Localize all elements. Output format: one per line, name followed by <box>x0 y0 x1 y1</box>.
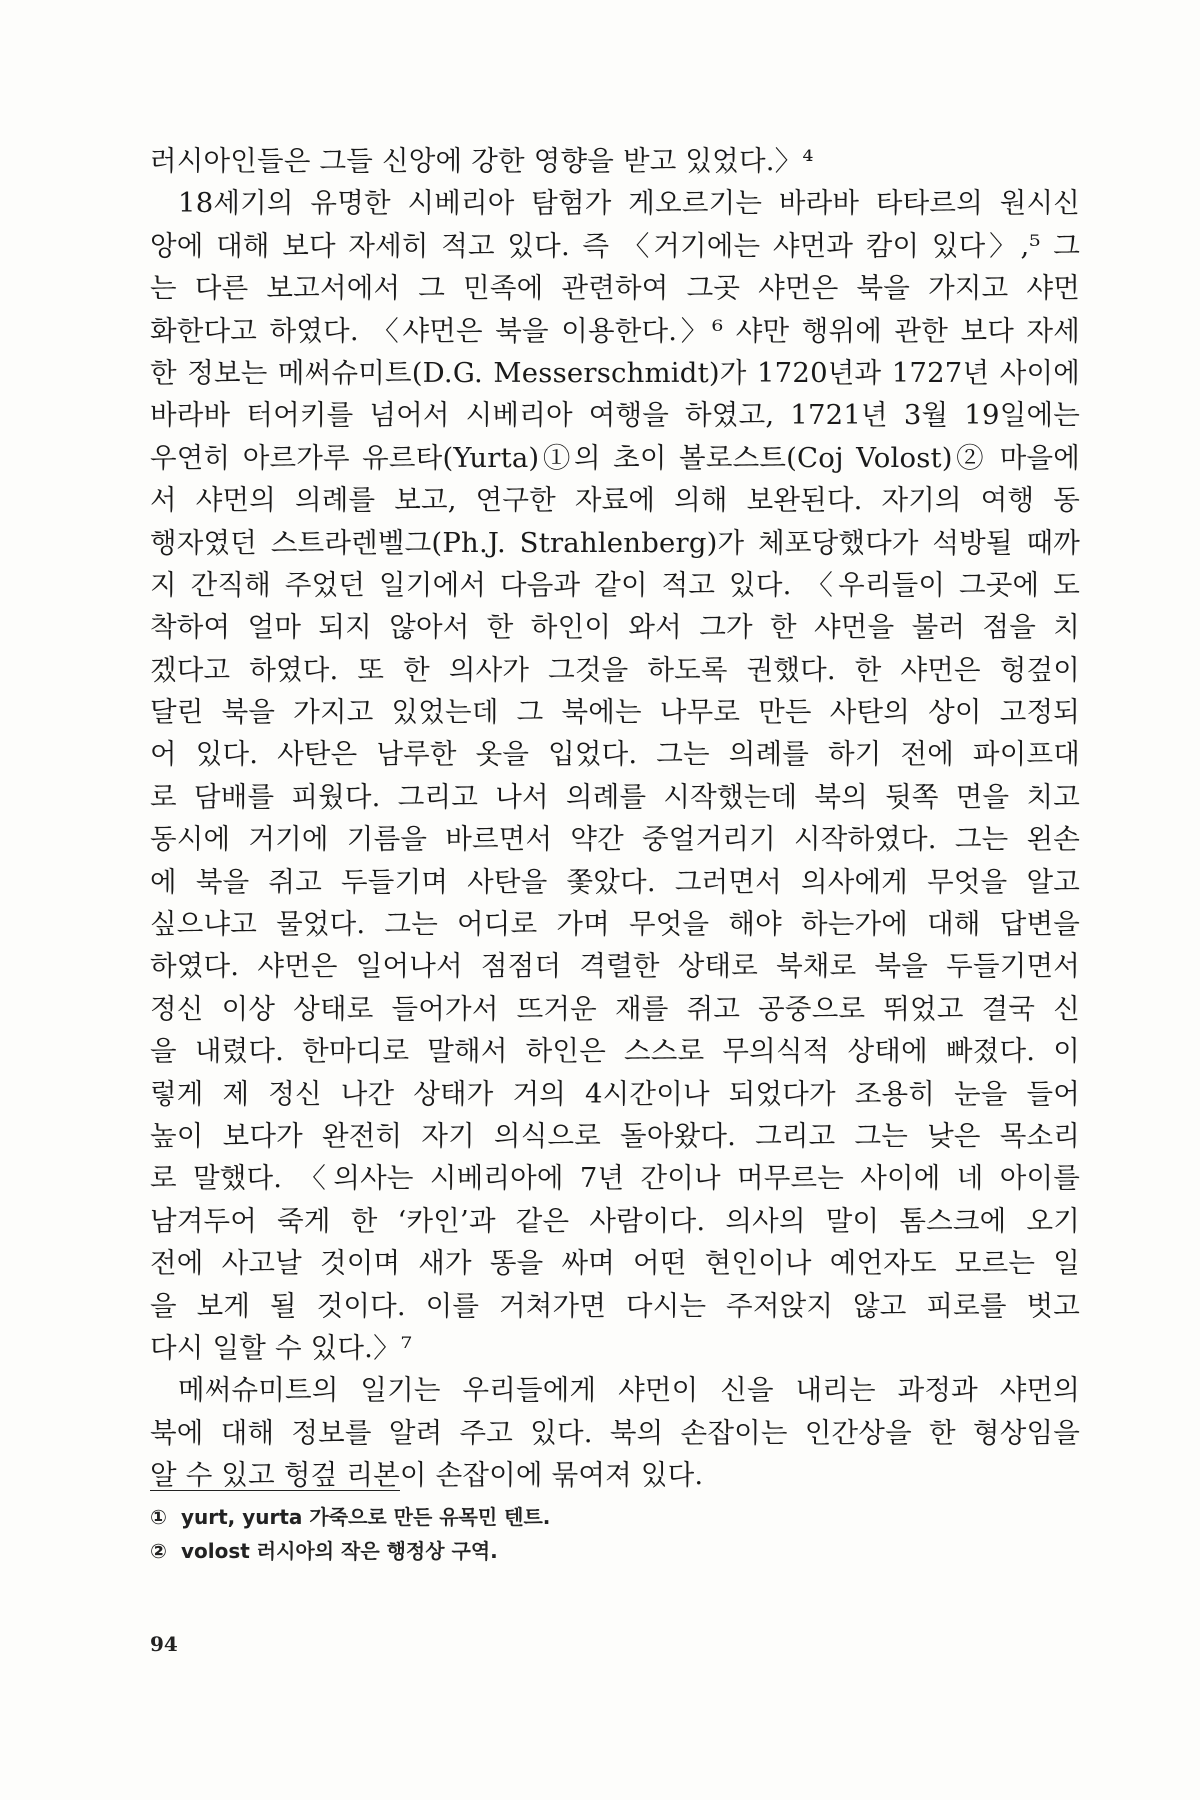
text-line: 겠다고 하였다. 또 한 의사가 그것을 하도록 권했다. 한 샤먼은 헝겊이 <box>150 653 1080 686</box>
text-line: 정신 이상 상태로 들어가서 뜨거운 재를 쥐고 공중으로 뛰었고 결국 신 <box>150 992 1080 1025</box>
footnote-2 <box>150 1534 850 1568</box>
footnote-text: yurt, yurta 가죽으로 만든 유목민 텐트. <box>180 1505 551 1529</box>
text-line: 지 간직해 주었던 일기에서 다음과 같이 적고 있다. 〈우리들이 그곳에 도 <box>150 568 1080 601</box>
text-line: 달린 북을 가지고 있었는데 그 북에는 나무로 만든 사탄의 상이 고정되 <box>150 696 1080 729</box>
text-line: 한 정보는 메써슈미트(D.G. Messerschmidt)가 1720년과 1727년 사이에 <box>150 356 1080 389</box>
text-line: 메써슈미트의 일기는 우리들에게 샤먼이 신을 내리는 과정과 샤먼의 <box>178 1374 1080 1407</box>
text-line: 서 샤먼의 의례를 보고, 연구한 자료에 의해 보완된다. 자기의 여행 동 <box>150 484 1080 517</box>
text-line: 18세기의 유명한 시베리아 탐험가 게오르기는 바라바 타타르의 원시신 <box>178 187 1080 220</box>
text-line: 에 북을 쥐고 두들기며 사탄을 쫓았다. 그러면서 의사에게 무엇을 알고 <box>150 865 1080 898</box>
text-line: 북에 대해 정보를 알려 주고 있다. 북의 손잡이는 인간상을 한 형상임을 <box>150 1416 1080 1449</box>
text-line: 바라바 터어키를 넘어서 시베리아 여행을 하였고, 1721년 3월 19일에는 <box>150 399 1080 432</box>
footnote-1 <box>150 1500 850 1534</box>
footnote-text: volost 러시아의 작은 행정상 구역. <box>180 1539 498 1563</box>
text-line: 착하여 얼마 되지 않아서 한 하인이 와서 그가 한 샤먼을 불러 점을 치 <box>150 611 1080 644</box>
text-line: 다시 일할 수 있다.〉⁷ <box>150 1331 413 1364</box>
text-line: 화한다고 하였다. 〈샤먼은 북을 이용한다.〉⁶ 샤만 행위에 관한 보다 자세 <box>150 314 1080 347</box>
text-line: 우연히 아르가루 유르타(Yurta)①의 초이 볼로스트(Coj Volost)② 마을에 <box>150 441 1080 474</box>
text-line: 남겨두어 죽게 한 ‘카인’과 같은 사람이다. 의사의 말이 톰스크에 오기 <box>150 1204 1080 1237</box>
text-line: 앙에 대해 보다 자세히 적고 있다. 즉 〈거기에는 샤먼과 캄이 있다〉,⁵ 그 <box>150 229 1080 262</box>
text-line: 을 내렸다. 한마디로 말해서 하인은 스스로 무의식적 상태에 빠졌다. 이 <box>150 1035 1080 1068</box>
footnote-marker: ② <box>150 1539 167 1563</box>
footnote-marker: ① <box>150 1505 167 1529</box>
text-line: 로 말했다. 〈의사는 시베리아에 7년 간이나 머무르는 사이에 네 아이를 <box>150 1162 1080 1195</box>
text-line: 는 다른 보고서에서 그 민족에 관련하여 그곳 샤먼은 북을 가지고 샤먼 <box>150 272 1080 305</box>
text-line: 렇게 제 정신 나간 상태가 거의 4시간이나 되었다가 조용히 눈을 들어 <box>150 1077 1080 1110</box>
text-line: 하였다. 샤먼은 일어나서 점점더 격렬한 상태로 북채로 북을 두들기면서 <box>150 950 1080 983</box>
text-line: 높이 보다가 완전히 자기 의식으로 돌아왔다. 그리고 그는 낮은 목소리 <box>150 1119 1080 1152</box>
text-line: 을 보게 될 것이다. 이를 거쳐가면 다시는 주저앉지 않고 피로를 벗고 <box>150 1289 1080 1322</box>
text-line: 동시에 거기에 기름을 바르면서 약간 중얼거리기 시작하였다. 그는 왼손 <box>150 823 1080 856</box>
body-text <box>150 140 1080 1497</box>
text-line: 알 수 있고 헝겊 리본이 손잡이에 묶여져 있다. <box>150 1459 704 1492</box>
text-line: 싶으냐고 물었다. 그는 어디로 가며 무엇을 해야 하는가에 대해 답변을 <box>150 908 1080 941</box>
text-line: 행자였던 스트라렌벨그(Ph.J. Strahlenberg)가 체포당했다가 석방될 때까 <box>150 526 1080 559</box>
text-line: 어 있다. 사탄은 남루한 옷을 입었다. 그는 의례를 하기 전에 파이프대 <box>150 738 1080 771</box>
footnotes <box>150 1500 850 1568</box>
footnote-divider <box>150 1490 400 1491</box>
text-line: 로 담배를 피웠다. 그리고 나서 의례를 시작했는데 북의 뒷쪽 면을 치고 <box>150 780 1080 813</box>
text-line: 러시아인들은 그들 신앙에 강한 영향을 받고 있었다.〉⁴ <box>150 145 814 177</box>
text-line: 전에 사고날 것이며 새가 똥을 싸며 어떤 현인이나 예언자도 모르는 일 <box>150 1247 1080 1280</box>
page-number: 94 <box>150 1632 178 1656</box>
